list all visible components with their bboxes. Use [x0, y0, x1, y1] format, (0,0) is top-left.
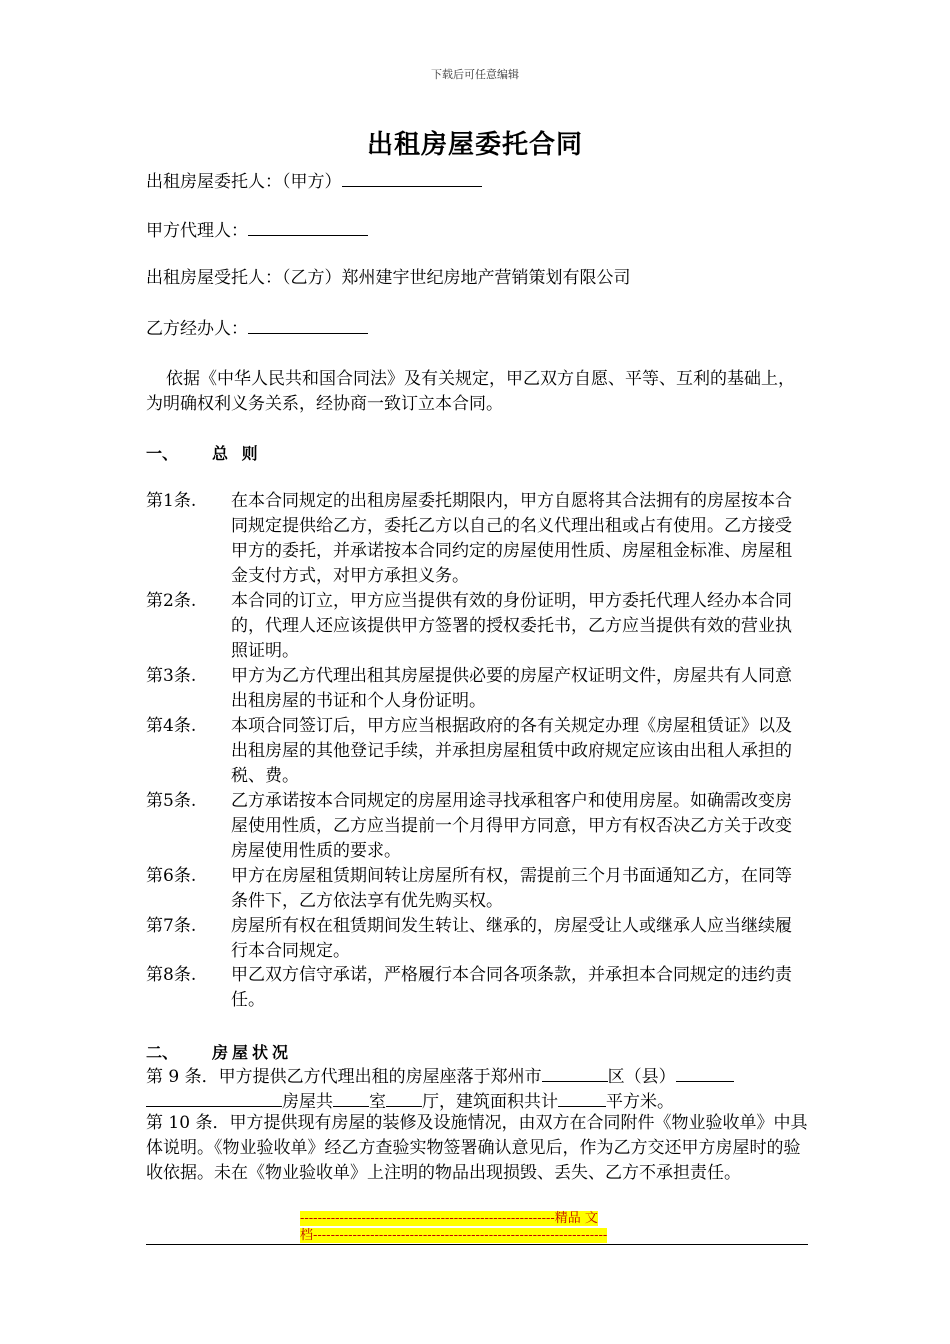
article-text: 本项合同签订后，甲方应当根据政府的各有关规定办理《房屋租赁证》以及出租房屋的其他登记手续，并承担房屋租赁中政府规定应该由出租人承担的税、费。 [231, 716, 792, 786]
operator-blank [248, 315, 368, 334]
article-label: 第8条. [146, 965, 197, 985]
footer-line-1: ----------------------------------------------------------精品 文 [300, 1211, 598, 1226]
rooms-blank [333, 1088, 369, 1107]
section-2-heading [146, 1040, 292, 1063]
article-3 [146, 664, 808, 714]
article-4 [146, 714, 808, 789]
footer-line-2: 档------------------------------------------------------------------- [300, 1228, 608, 1243]
agent-line [146, 217, 368, 243]
trustee-label: 出租房屋受托人：（乙方）郑州建宇世纪房地产营销策划有限公司 [146, 268, 631, 288]
article-8 [146, 963, 808, 1013]
article-text: 甲乙双方信守承诺，严格履行本合同各项条款，并承担本合同规定的违约责任。 [231, 965, 792, 1010]
article-text: 甲方在房屋租赁期间转让房屋所有权，需提前三个月书面通知乙方，在同等条件下，乙方依法享有优先购买权。 [231, 866, 792, 911]
article-label: 第5条. [146, 791, 197, 811]
owner-blank [342, 168, 482, 187]
operator-line [146, 315, 368, 341]
article-10: 第 10 条．甲方提供现有房屋的装修及设施情况，由双方在合同附件《物业验收单》中具体说明。《物业验收单》经乙方查验实物签署确认意见后，作为乙方交还甲方房屋时的验收依据。未在《物业验收单》上注明的物品出现损毁、丢失、乙方不承担责任。 [146, 1113, 808, 1183]
article-9-room: 室 [369, 1092, 386, 1112]
address-blank [146, 1088, 282, 1107]
city-blank [542, 1063, 608, 1082]
footer-rule [146, 1244, 808, 1245]
section-1-heading [146, 441, 262, 464]
halls-blank [386, 1088, 422, 1107]
article-label: 第4条. [146, 716, 197, 736]
article-text: 乙方承诺按本合同规定的房屋用途寻找承租客户和使用房屋。如确需改变房屋使用性质，乙方应当提前一个月得甲方同意，甲方有权否决乙方关于改变房屋使用性质的要求。 [231, 791, 792, 861]
article-5 [146, 789, 808, 864]
article-9-line-1 [146, 1063, 734, 1089]
article-9-district: 区（县） [607, 1067, 676, 1087]
section-1-number: 一、 [146, 444, 179, 463]
page-header: 下载后可任意编辑 [431, 68, 519, 81]
district-blank [676, 1063, 734, 1082]
article-label: 第6条. [146, 866, 197, 886]
section-1-title: 总 则 [212, 444, 262, 463]
article-label: 第2条. [146, 591, 197, 611]
owner-label: 出租房屋委托人：（甲方） [146, 172, 342, 192]
article-label: 第1条. [146, 491, 197, 511]
article-9-rooms-prefix: 房屋共 [282, 1092, 333, 1112]
article-9-unit: 平方米。 [606, 1092, 674, 1112]
owner-line [146, 168, 482, 194]
agent-blank [248, 217, 368, 236]
section-2-title: 房屋状况 [212, 1043, 293, 1062]
preamble: 依据《中华人民共和国合同法》及有关规定，甲乙双方自愿、平等、互利的基础上，为明确权利义务关系，经协商一致订立本合同。 [146, 369, 795, 414]
area-blank [558, 1088, 606, 1107]
operator-label: 乙方经办人： [146, 319, 248, 339]
article-1 [146, 489, 808, 589]
agent-label: 甲方代理人： [146, 221, 248, 241]
footer-watermark [300, 1210, 650, 1244]
trustee-line [146, 266, 631, 290]
article-label: 第3条. [146, 666, 197, 686]
article-text: 甲方为乙方代理出租其房屋提供必要的房屋产权证明文件，房屋共有人同意出租房屋的书证和个人身份证明。 [231, 666, 792, 711]
document-title: 出租房屋委托合同 [366, 130, 583, 160]
article-text: 房屋所有权在租赁期间发生转让、继承的，房屋受让人或继承人应当继续履行本合同规定。 [231, 916, 792, 961]
article-9-prefix: 第 9 条．甲方提供乙方代理出租的房屋座落于郑州市 [146, 1067, 542, 1087]
article-7 [146, 914, 808, 964]
article-6 [146, 864, 808, 914]
section-2-number: 二、 [146, 1043, 179, 1062]
article-label: 第7条. [146, 916, 197, 936]
article-9-hall: 厅，建筑面积共计 [422, 1092, 558, 1112]
article-2 [146, 589, 808, 664]
article-text: 本合同的订立，甲方应当提供有效的身份证明，甲方委托代理人经办本合同的，代理人还应该提供甲方签署的授权委托书，乙方应当提供有效的营业执照证明。 [231, 591, 792, 661]
article-text: 在本合同规定的出租房屋委托期限内，甲方自愿将其合法拥有的房屋按本合同规定提供给乙方，委托乙方以自己的名义代理出租或占有使用。乙方接受甲方的委托，并承诺按本合同约定的房屋使用性质、房屋租金标准、房屋租金支付方式，对甲方承担义务。 [231, 491, 792, 586]
